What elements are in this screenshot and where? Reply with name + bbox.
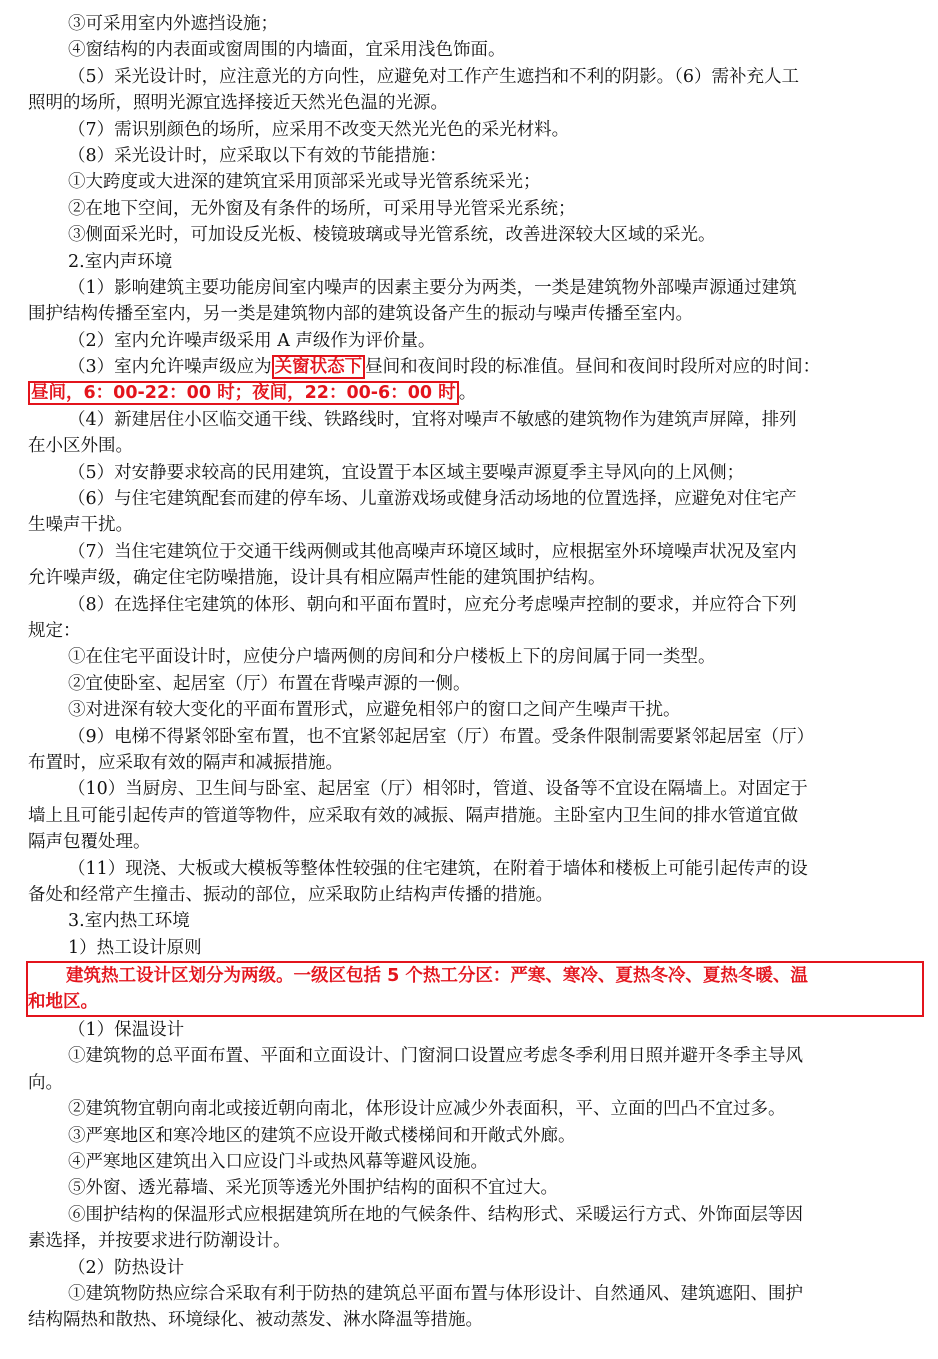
text-run: 昼间和夜间时段的标准值。昼间和夜间时段所对应的时间： xyxy=(365,357,821,378)
paragraph-line: （11）现浇、大板或大模板等整体性较强的住宅建筑，在附着于墙体和楼板上可能引起传声的设 xyxy=(68,858,808,879)
paragraph-line: 隔声包覆处理。 xyxy=(28,832,151,853)
paragraph-line: 规定： xyxy=(28,620,81,641)
paragraph-line: ⑤外窗、透光幕墙、采光顶等透光外围护结构的面积不宜过大。 xyxy=(68,1178,558,1199)
paragraph-line: ③严寒地区和寒冷地区的建筑不应设开敞式楼梯间和开敞式外廊。 xyxy=(68,1125,576,1146)
paragraph-line: 结构隔热和散热、环境绿化、被动蒸发、淋水降温等措施。 xyxy=(28,1310,483,1331)
paragraph-line: ③可采用室内外遮挡设施； xyxy=(68,14,278,34)
paragraph-line: （5）对安静要求较高的民用建筑，宜设置于本区域主要噪声源夏季主导风向的上风侧； xyxy=(68,462,745,483)
text-run: （3）室内允许噪声级应为 xyxy=(68,357,272,378)
highlight-line: 建筑热工设计区划分为两级。一级区包括 5 个热工分区：严寒、寒冷、夏热冬冷、夏热冬暖、温 xyxy=(66,966,808,987)
paragraph-line: ①在住宅平面设计时，应使分户墙两侧的房间和分户楼板上下的房间属于同一类型。 xyxy=(68,647,716,668)
section-heading: 2.室内声环境 xyxy=(68,251,173,272)
paragraph-line: 在小区外围。 xyxy=(28,436,133,457)
paragraph-line: 备处和经常产生撞击、振动的部位，应采取防止结构声传播的措施。 xyxy=(28,884,553,905)
paragraph-line: （2）室内允许噪声级采用 A 声级作为评价量。 xyxy=(68,330,436,351)
highlight-closed-window: 关窗状态下 xyxy=(272,355,366,379)
paragraph-line: 允许噪声级，确定住宅防噪措施，设计具有相应隔声性能的建筑围护结构。 xyxy=(28,568,606,589)
paragraph-line: （6）与住宅建筑配套而建的停车场、儿童游戏场或健身活动场地的位置选择，应避免对住宅产 xyxy=(68,489,797,510)
paragraph-line: （5）采光设计时，应注意光的方向性，应避免对工作产生遮挡和不利的阴影。（6）需补充人工 xyxy=(68,66,800,87)
paragraph-line: ①建筑物防热应综合采取有利于防热的建筑总平面布置与体形设计、自然通风、建筑遮阳、围护 xyxy=(68,1283,803,1304)
section-heading: 3.室内热工环境 xyxy=(68,911,190,932)
highlight-day-night-hours: 昼间，6：00-22：00 时；夜间，22：00-6：00 时 xyxy=(28,381,459,405)
paragraph-line: 生噪声干扰。 xyxy=(28,515,133,536)
paragraph-line: 墙上且可能引起传声的管道等物件，应采取有效的减振、隔声措施。主卧室内卫生间的排水管道宜做 xyxy=(28,805,798,826)
paragraph-line: 布置时，应采取有效的隔声和减振措施。 xyxy=(28,752,343,773)
paragraph-line: （10）当厨房、卫生间与卧室、起居室（厅）相邻时，管道、设备等不宜设在隔墙上。对固定于 xyxy=(68,779,808,800)
paragraph-line: （7）当住宅建筑位于交通干线两侧或其他高噪声环境区域时，应根据室外环境噪声状况及室内 xyxy=(68,541,797,562)
paragraph-line: （4）新建居住小区临交通干线、铁路线时，宜将对噪声不敏感的建筑物作为建筑声屏障，排列 xyxy=(68,409,797,430)
paragraph-line: ③侧面采光时，可加设反光板、棱镜玻璃或导光管系统，改善进深较大区域的采光。 xyxy=(68,225,716,246)
paragraph-line: 向。 xyxy=(28,1072,63,1093)
paragraph-line: ⑥围护结构的保温形式应根据建筑所在地的气候条件、结构形式、采暖运行方式、外饰面层等因 xyxy=(68,1204,803,1225)
paragraph-line xyxy=(28,354,924,380)
highlight-climate-zones-box xyxy=(26,961,924,1017)
paragraph-line: 围护结构传播至室内，另一类是建筑物内部的建筑设备产生的振动与噪声传播至室内。 xyxy=(28,304,693,325)
subsection-heading: 1）热工设计原则 xyxy=(68,937,202,958)
paragraph-line: ③对进深有较大变化的平面布置形式，应避免相邻户的窗口之间产生噪声干扰。 xyxy=(68,700,681,721)
paragraph-line: （7）需识别颜色的场所，应采用不改变天然光光色的采光材料。 xyxy=(68,119,570,140)
subsection-heading: （1）保温设计 xyxy=(68,1020,185,1041)
paragraph-line: （8）采光设计时，应采取以下有效的节能措施： xyxy=(68,145,447,166)
paragraph-line: （1）影响建筑主要功能房间室内噪声的因素主要分为两类，一类是建筑物外部噪声源通过建筑 xyxy=(68,277,797,298)
paragraph-line: ①建筑物的总平面布置、平面和立面设计、门窗洞口设置应考虑冬季利用日照并避开冬季主导风 xyxy=(68,1046,803,1067)
paragraph-line: 照明的场所，照明光源宜选择接近天然光色温的光源。 xyxy=(28,93,448,114)
paragraph-line: ④严寒地区建筑出入口应设门斗或热风幕等避风设施。 xyxy=(68,1152,488,1173)
highlight-line: 和地区。 xyxy=(28,992,98,1013)
subsection-heading: （2）防热设计 xyxy=(68,1257,185,1278)
paragraph-line: ④窗结构的内表面或窗周围的内墙面，宜采用浅色饰面。 xyxy=(68,40,506,61)
paragraph-line: ②宜使卧室、起居室（厅）布置在背噪声源的一侧。 xyxy=(68,673,471,694)
paragraph-line: （8）在选择住宅建筑的体形、朝向和平面布置时，应充分考虑噪声控制的要求，并应符合下列 xyxy=(68,594,797,615)
paragraph-line xyxy=(28,380,924,406)
text-run: 。 xyxy=(458,383,477,404)
paragraph-line: （9）电梯不得紧邻卧室布置，也不宜紧邻起居室（厅）布置。受条件限制需要紧邻起居室（厅） xyxy=(68,726,815,747)
paragraph-line: ①大跨度或大进深的建筑宜采用顶部采光或导光管系统采光； xyxy=(68,172,541,193)
paragraph-line: 素选择，并按要求进行防潮设计。 xyxy=(28,1231,291,1252)
paragraph-line: ②建筑物宜朝向南北或接近朝向南北，体形设计应减少外表面积，平、立面的凹凸不宜过多。 xyxy=(68,1099,786,1120)
paragraph-line: ②在地下空间，无外窗及有条件的场所，可采用导光管采光系统； xyxy=(68,198,576,219)
